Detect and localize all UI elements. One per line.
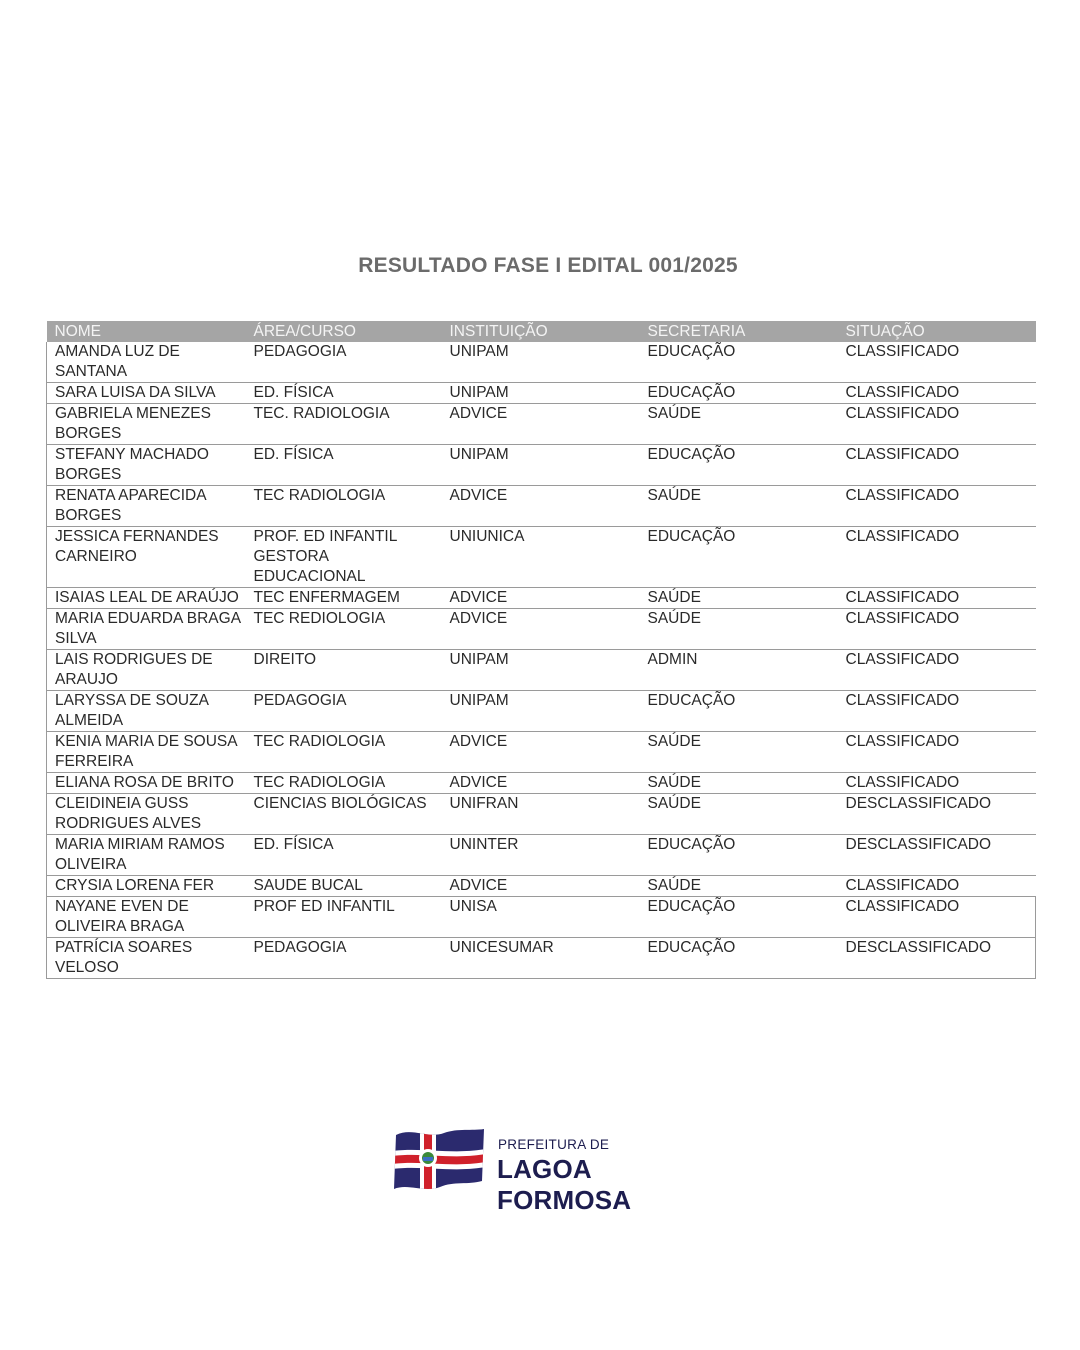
- cell-instituicao: ADVICE: [442, 609, 640, 650]
- cell-instituicao: ADVICE: [442, 773, 640, 794]
- header-area-curso: ÁREA/CURSO: [246, 321, 442, 342]
- table-row: [47, 609, 1036, 650]
- cell-nome: MARIA EDUARDA BRAGA SILVA: [47, 609, 246, 650]
- cell-secretaria: ADMIN: [640, 650, 838, 691]
- cell-situacao: CLASSIFICADO: [838, 732, 1036, 773]
- cell-situacao: CLASSIFICADO: [838, 527, 1036, 588]
- table-row: [47, 588, 1036, 609]
- cell-secretaria: EDUCAÇÃO: [640, 445, 838, 486]
- cell-area-curso: PEDAGOGIA: [246, 342, 442, 383]
- cell-nome: AMANDA LUZ DE SANTANA: [47, 342, 246, 383]
- table-row: [47, 897, 1036, 938]
- cell-secretaria: SAÚDE: [640, 404, 838, 445]
- header-secretaria: SECRETARIA: [640, 321, 838, 342]
- cell-secretaria: SAÚDE: [640, 732, 838, 773]
- cell-secretaria: EDUCAÇÃO: [640, 691, 838, 732]
- cell-nome: STEFANY MACHADO BORGES: [47, 445, 246, 486]
- table-row: [47, 732, 1036, 773]
- cell-area-curso: ED. FÍSICA: [246, 445, 442, 486]
- cell-instituicao: UNIUNICA: [442, 527, 640, 588]
- table-row: [47, 650, 1036, 691]
- cell-area-curso: TEC RADIOLOGIA: [246, 773, 442, 794]
- cell-area-curso: CIENCIAS BIOLÓGICAS: [246, 794, 442, 835]
- cell-nome: GABRIELA MENEZES BORGES: [47, 404, 246, 445]
- table-row: [47, 445, 1036, 486]
- table-row: [47, 773, 1036, 794]
- cell-area-curso: DIREITO: [246, 650, 442, 691]
- cell-instituicao: ADVICE: [442, 732, 640, 773]
- cell-nome: PATRÍCIA SOARES VELOSO: [47, 938, 246, 979]
- cell-situacao: CLASSIFICADO: [838, 876, 1036, 897]
- cell-area-curso: ED. FÍSICA: [246, 383, 442, 404]
- cell-secretaria: EDUCAÇÃO: [640, 835, 838, 876]
- cell-area-curso: TEC. RADIOLOGIA: [246, 404, 442, 445]
- header-instituicao: INSTITUIÇÃO: [442, 321, 640, 342]
- cell-secretaria: SAÚDE: [640, 609, 838, 650]
- cell-instituicao: UNIPAM: [442, 650, 640, 691]
- page-title: RESULTADO FASE I EDITAL 001/2025: [358, 254, 738, 277]
- cell-secretaria: SAÚDE: [640, 773, 838, 794]
- table-row: [47, 835, 1036, 876]
- results-table: [46, 321, 1036, 979]
- cell-situacao: CLASSIFICADO: [838, 691, 1036, 732]
- cell-area-curso: TEC ENFERMAGEM: [246, 588, 442, 609]
- cell-area-curso: PEDAGOGIA: [246, 691, 442, 732]
- cell-situacao: CLASSIFICADO: [838, 897, 1036, 938]
- cell-situacao: CLASSIFICADO: [838, 650, 1036, 691]
- cell-secretaria: SAÚDE: [640, 794, 838, 835]
- cell-situacao: CLASSIFICADO: [838, 404, 1036, 445]
- cell-instituicao: ADVICE: [442, 486, 640, 527]
- cell-nome: SARA LUISA DA SILVA: [47, 383, 246, 404]
- cell-instituicao: UNIPAM: [442, 383, 640, 404]
- cell-area-curso: PEDAGOGIA: [246, 938, 442, 979]
- table-row: [47, 486, 1036, 527]
- cell-situacao: DESCLASSIFICADO: [838, 794, 1036, 835]
- logo-line-city: LAGOA FORMOSA: [497, 1154, 632, 1215]
- cell-secretaria: SAÚDE: [640, 876, 838, 897]
- cell-area-curso: SAUDE BUCAL: [246, 876, 442, 897]
- cell-instituicao: ADVICE: [442, 404, 640, 445]
- prefeitura-logo: [392, 1127, 732, 1215]
- cell-instituicao: UNINTER: [442, 835, 640, 876]
- cell-nome: RENATA APARECIDA BORGES: [47, 486, 246, 527]
- cell-situacao: DESCLASSIFICADO: [838, 938, 1036, 979]
- table-body: [47, 342, 1036, 979]
- table-row: [47, 691, 1036, 732]
- cell-nome: LAIS RODRIGUES DE ARAUJO: [47, 650, 246, 691]
- cell-situacao: CLASSIFICADO: [838, 588, 1036, 609]
- table-row: [47, 794, 1036, 835]
- cell-area-curso: ED. FÍSICA: [246, 835, 442, 876]
- cell-secretaria: EDUCAÇÃO: [640, 342, 838, 383]
- table-row: [47, 876, 1036, 897]
- cell-secretaria: EDUCAÇÃO: [640, 527, 838, 588]
- cell-instituicao: ADVICE: [442, 876, 640, 897]
- cell-area-curso: PROF ED INFANTIL: [246, 897, 442, 938]
- cell-secretaria: SAÚDE: [640, 486, 838, 527]
- cell-nome: MARIA MIRIAM RAMOS OLIVEIRA: [47, 835, 246, 876]
- table-row: [47, 383, 1036, 404]
- lagoa-formosa-flag-icon: [392, 1127, 486, 1191]
- cell-situacao: CLASSIFICADO: [838, 609, 1036, 650]
- cell-situacao: CLASSIFICADO: [838, 383, 1036, 404]
- cell-situacao: CLASSIFICADO: [838, 445, 1036, 486]
- cell-nome: ISAIAS LEAL DE ARAÚJO: [47, 588, 246, 609]
- cell-nome: LARYSSA DE SOUZA ALMEIDA: [47, 691, 246, 732]
- cell-instituicao: UNIFRAN: [442, 794, 640, 835]
- table-row: [47, 527, 1036, 588]
- cell-nome: JESSICA FERNANDES CARNEIRO: [47, 527, 246, 588]
- cell-area-curso: PROF. ED INFANTIL GESTORA EDUCACIONAL: [246, 527, 442, 588]
- table-row: [47, 404, 1036, 445]
- cell-instituicao: UNICESUMAR: [442, 938, 640, 979]
- logo-line-prefeitura: PREFEITURA DE: [498, 1137, 610, 1152]
- cell-secretaria: EDUCAÇÃO: [640, 897, 838, 938]
- cell-secretaria: EDUCAÇÃO: [640, 383, 838, 404]
- cell-secretaria: SAÚDE: [640, 588, 838, 609]
- cell-instituicao: ADVICE: [442, 588, 640, 609]
- header-nome: NOME: [47, 321, 246, 342]
- table-row: [47, 938, 1036, 979]
- cell-situacao: CLASSIFICADO: [838, 486, 1036, 527]
- cell-instituicao: UNIPAM: [442, 342, 640, 383]
- cell-area-curso: TEC REDIOLOGIA: [246, 609, 442, 650]
- table-header-row: [47, 321, 1036, 342]
- cell-instituicao: UNISA: [442, 897, 640, 938]
- cell-secretaria: EDUCAÇÃO: [640, 938, 838, 979]
- cell-situacao: DESCLASSIFICADO: [838, 835, 1036, 876]
- table-row: [47, 342, 1036, 383]
- cell-situacao: CLASSIFICADO: [838, 342, 1036, 383]
- cell-situacao: CLASSIFICADO: [838, 773, 1036, 794]
- cell-nome: CLEIDINEIA GUSS RODRIGUES ALVES: [47, 794, 246, 835]
- cell-area-curso: TEC RADIOLOGIA: [246, 486, 442, 527]
- cell-nome: ELIANA ROSA DE BRITO: [47, 773, 246, 794]
- cell-area-curso: TEC RADIOLOGIA: [246, 732, 442, 773]
- cell-nome: CRYSIA LORENA FER: [47, 876, 246, 897]
- cell-nome: NAYANE EVEN DE OLIVEIRA BRAGA: [47, 897, 246, 938]
- cell-instituicao: UNIPAM: [442, 691, 640, 732]
- cell-instituicao: UNIPAM: [442, 445, 640, 486]
- header-situacao: SITUAÇÃO: [838, 321, 1036, 342]
- cell-nome: KENIA MARIA DE SOUSA FERREIRA: [47, 732, 246, 773]
